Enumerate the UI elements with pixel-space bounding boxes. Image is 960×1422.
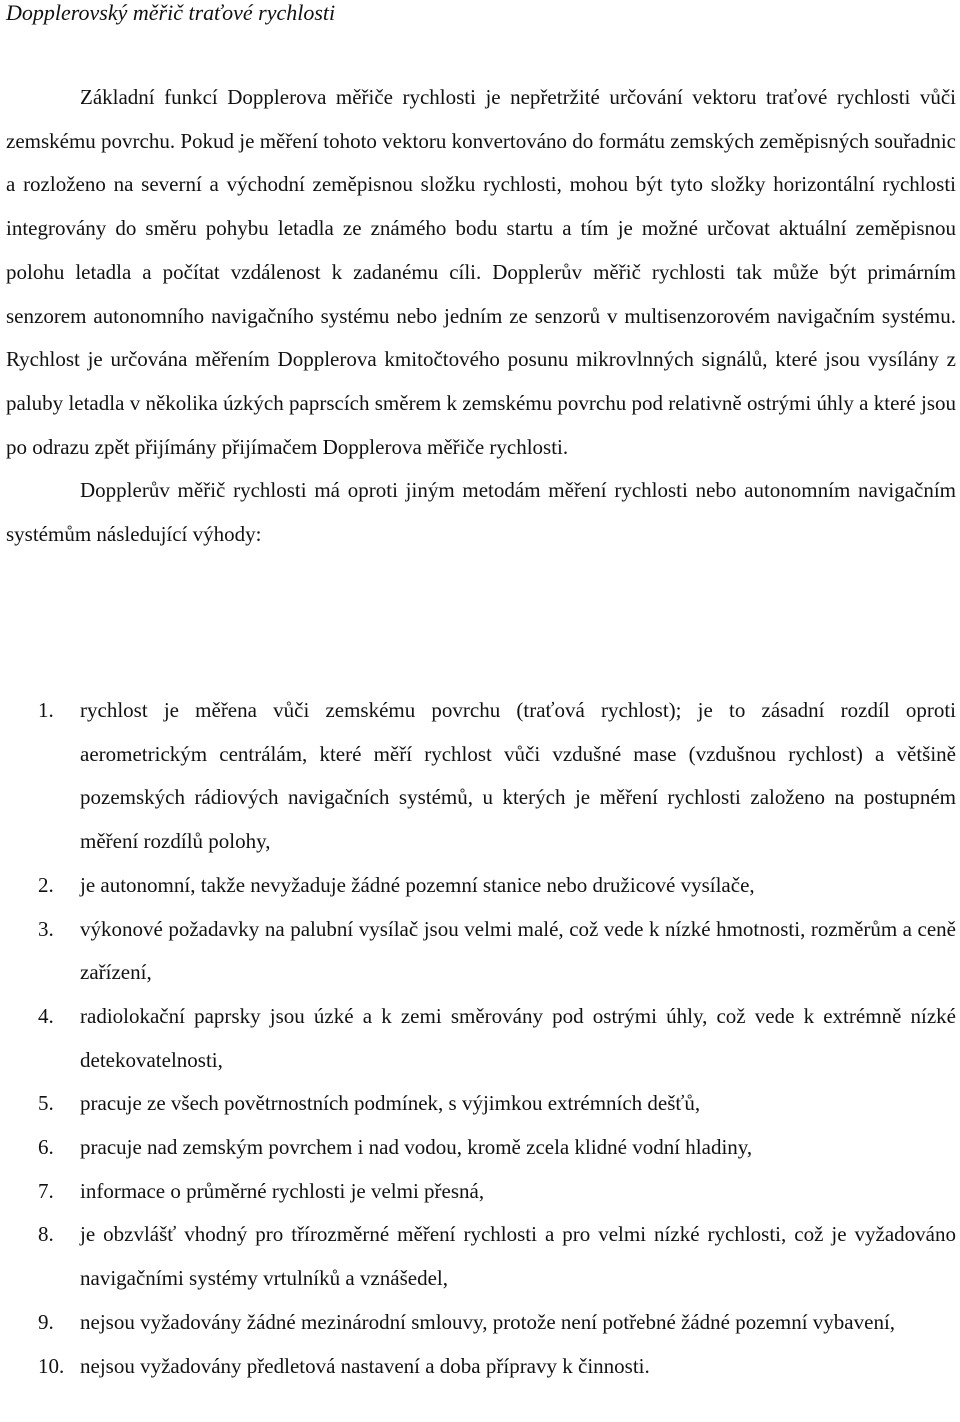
list-item-text: rychlost je měřena vůči zemskému povrchu (traťová rychlost); je to zásadní rozdíl oproti aerometrickým centrálám, které měří rychlost vůči vzdušné mase (vzdušnou rychlost) a většině pozemských rádiových navigačních systémů, u kterých je měření rychlosti založeno na postupném měření rozdílů polohy, (80, 698, 956, 854)
list-item-text: informace o průměrné rychlosti je velmi přesná, (80, 1178, 485, 1203)
list-item (6, 1213, 956, 1300)
document-title: Dopplerovský měřič traťové rychlosti (6, 0, 336, 25)
list-item-text: nejsou vyžadovány žádné mezinárodní smlouvy, protože není potřebné žádné pozemní vybavení, (80, 1309, 896, 1334)
list-item-text: pracuje nad zemským povrchem i nad vodou, kromě zcela klidné vodní hladiny, (80, 1135, 753, 1160)
list-item (6, 1301, 956, 1345)
list-item-text: je obzvlášť vhodný pro třírozměrné měření rychlosti a pro velmi nízké rychlosti, což je vyžadováno navigačními systémy vrtulníků a vznášedel, (80, 1222, 956, 1291)
list-item (6, 1126, 956, 1170)
list-item-number: 5. (38, 1091, 54, 1116)
list-item-text: výkonové požadavky na palubní vysílač jsou velmi malé, což vede k nízké hmotnosti, rozměrům a ceně zařízení, (80, 916, 956, 985)
list-item-number: 7. (38, 1178, 54, 1203)
advantages-intro: Dopplerův měřič rychlosti má oproti jiným metodám měření rychlosti nebo autonomním navigačním systémům následující výhody: (6, 478, 956, 547)
list-item (6, 689, 956, 864)
list-item-number: 8. (38, 1222, 54, 1247)
list-item-text: radiolokační paprsky jsou úzké a k zemi směrovány pod ostrými úhly, což vede k extrémně nízké detekovatelnosti, (80, 1003, 956, 1072)
advantages-list (6, 689, 956, 1388)
list-item (6, 908, 956, 995)
paragraph-intro: Základní funkcí Dopplerova měřiče rychlosti je nepřetržité určování vektoru traťové rychlosti vůči zemskému povrchu. Pokud je měření tohoto vektoru konvertováno do formátu zemských zeměpisných souřadnic a rozloženo na severní a východní zeměpisnou složku rychlosti, mohou být tyto složky horizontální rychlosti integrovány do směru pohybu letadla ze známého bodu startu a tím je možné určovat aktuální zeměpisnou polohu letadla a počítat vzdálenost k zadanému cíli. Dopplerův měřič rychlosti tak může být primárním senzorem autonomního navigačního systému nebo jedním ze senzorů v multisenzorovém navigačním systému. Rychlost je určována měřením Dopplerova kmitočtového posunu mikrovlnných signálů, které jsou vysílány z paluby letadla v několika úzkých paprscích směrem k zemskému povrchu pod relativně ostrými úhly a které jsou po odrazu zpět přijímány přijímačem Dopplerova měřiče rychlosti. (6, 85, 957, 459)
list-item-number: 9. (38, 1309, 54, 1334)
list-item-number: 2. (38, 872, 54, 897)
list-item-number: 4. (38, 1003, 54, 1028)
list-item (6, 1170, 956, 1214)
list-item-number: 10. (38, 1353, 65, 1378)
list-item-text: nejsou vyžadovány předletová nastavení a doba přípravy k činnosti. (80, 1353, 650, 1378)
list-item-text: pracuje ze všech povětrnostních podmínek, s výjimkou extrémních dešťů, (80, 1091, 701, 1116)
main-text (6, 76, 956, 557)
list-item (6, 864, 956, 908)
list-item-text: je autonomní, takže nevyžaduje žádné pozemní stanice nebo družicové vysílače, (80, 872, 755, 897)
list-item-number: 6. (38, 1135, 54, 1160)
list-item (6, 995, 956, 1082)
list-item (6, 1345, 956, 1389)
list-item-number: 3. (38, 916, 54, 941)
list-item-number: 1. (38, 698, 54, 722)
list-item (6, 1082, 956, 1126)
